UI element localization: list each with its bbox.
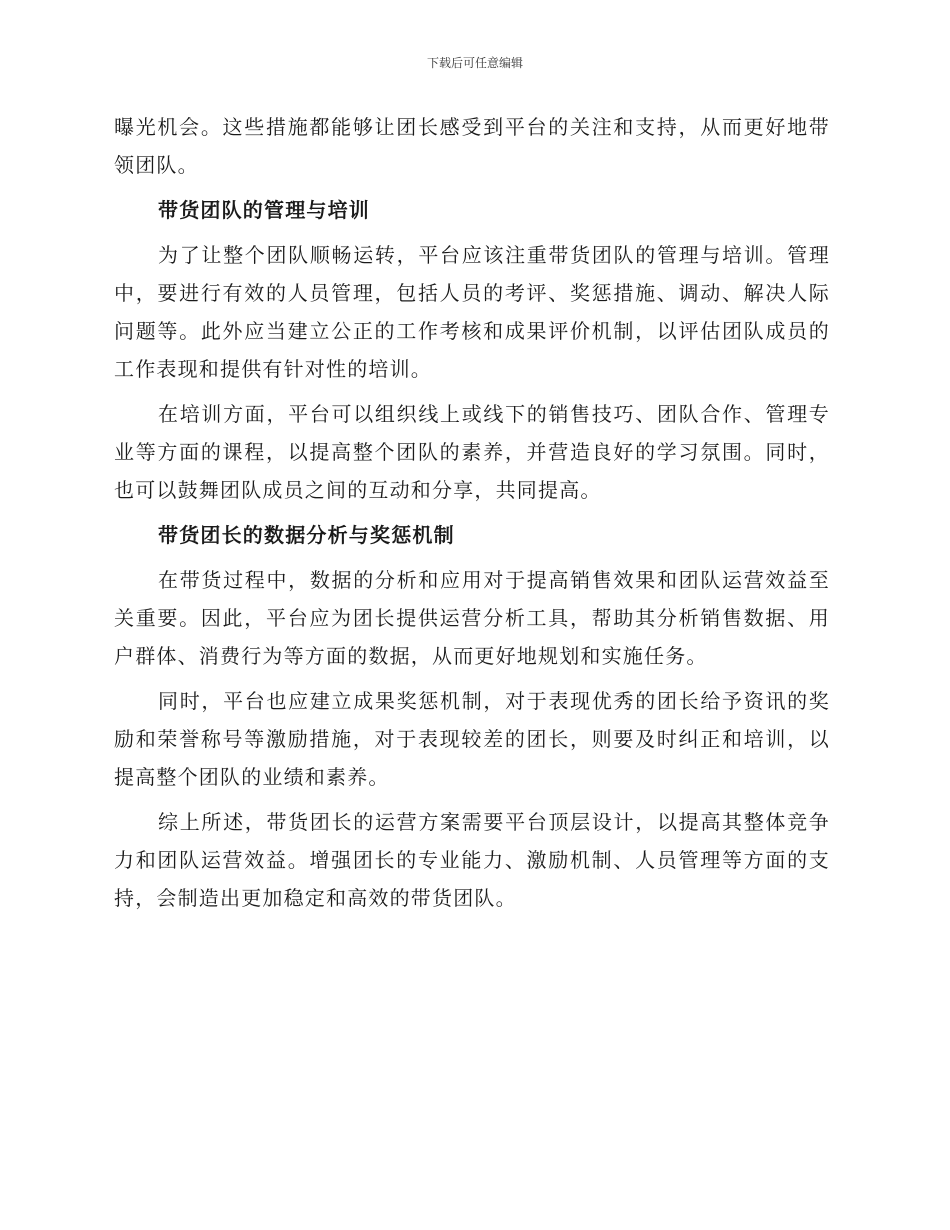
section-heading-team-management: 带货团队的管理与培训	[158, 198, 370, 222]
paragraph-management: 为了让整个团队顺畅运转，平台应该注重带货团队的管理与培训。管理中，要进行有效的人员管理，包括人员的考评、奖惩措施、调动、解决人际问题等。此外应当建立公正的工作考核和成果评价机制，以评估团队成员的工作表现和提供有针对性的培训。	[114, 243, 830, 381]
paragraph-reward-mechanism: 同时，平台也应建立成果奖惩机制，对于表现优秀的团长给予资讯的奖励和荣誉称号等激励措施，对于表现较差的团长，则要及时纠正和培训，以提高整个团队的业绩和素养。	[114, 689, 830, 789]
document-body	[114, 108, 830, 924]
page-header: 下载后可任意编辑	[426, 56, 523, 70]
paragraph-training: 在培训方面，平台可以组织线上或线下的销售技巧、团队合作、管理专业等方面的课程，以提高整个团队的素养，并营造良好的学习氛围。同时，也可以鼓舞团队成员之间的互动和分享，共同提高。	[114, 402, 830, 502]
paragraph-data-analysis: 在带货过程中，数据的分析和应用对于提高销售效果和团队运营效益至关重要。因此，平台应为团长提供运营分析工具，帮助其分析销售数据、用户群体、消费行为等方面的数据，从而更好地规划和实施任务。	[114, 568, 830, 668]
paragraph-continuation: 曝光机会。这些措施都能够让团长感受到平台的关注和支持，从而更好地带领团队。	[114, 115, 830, 177]
section-heading-data-analysis: 带货团长的数据分析与奖惩机制	[158, 523, 455, 547]
paragraph-conclusion: 综上所述，带货团长的运营方案需要平台顶层设计，以提高其整体竞争力和团队运营效益。增强团长的专业能力、激励机制、人员管理等方面的支持，会制造出更加稳定和高效的带货团队。	[114, 810, 830, 910]
